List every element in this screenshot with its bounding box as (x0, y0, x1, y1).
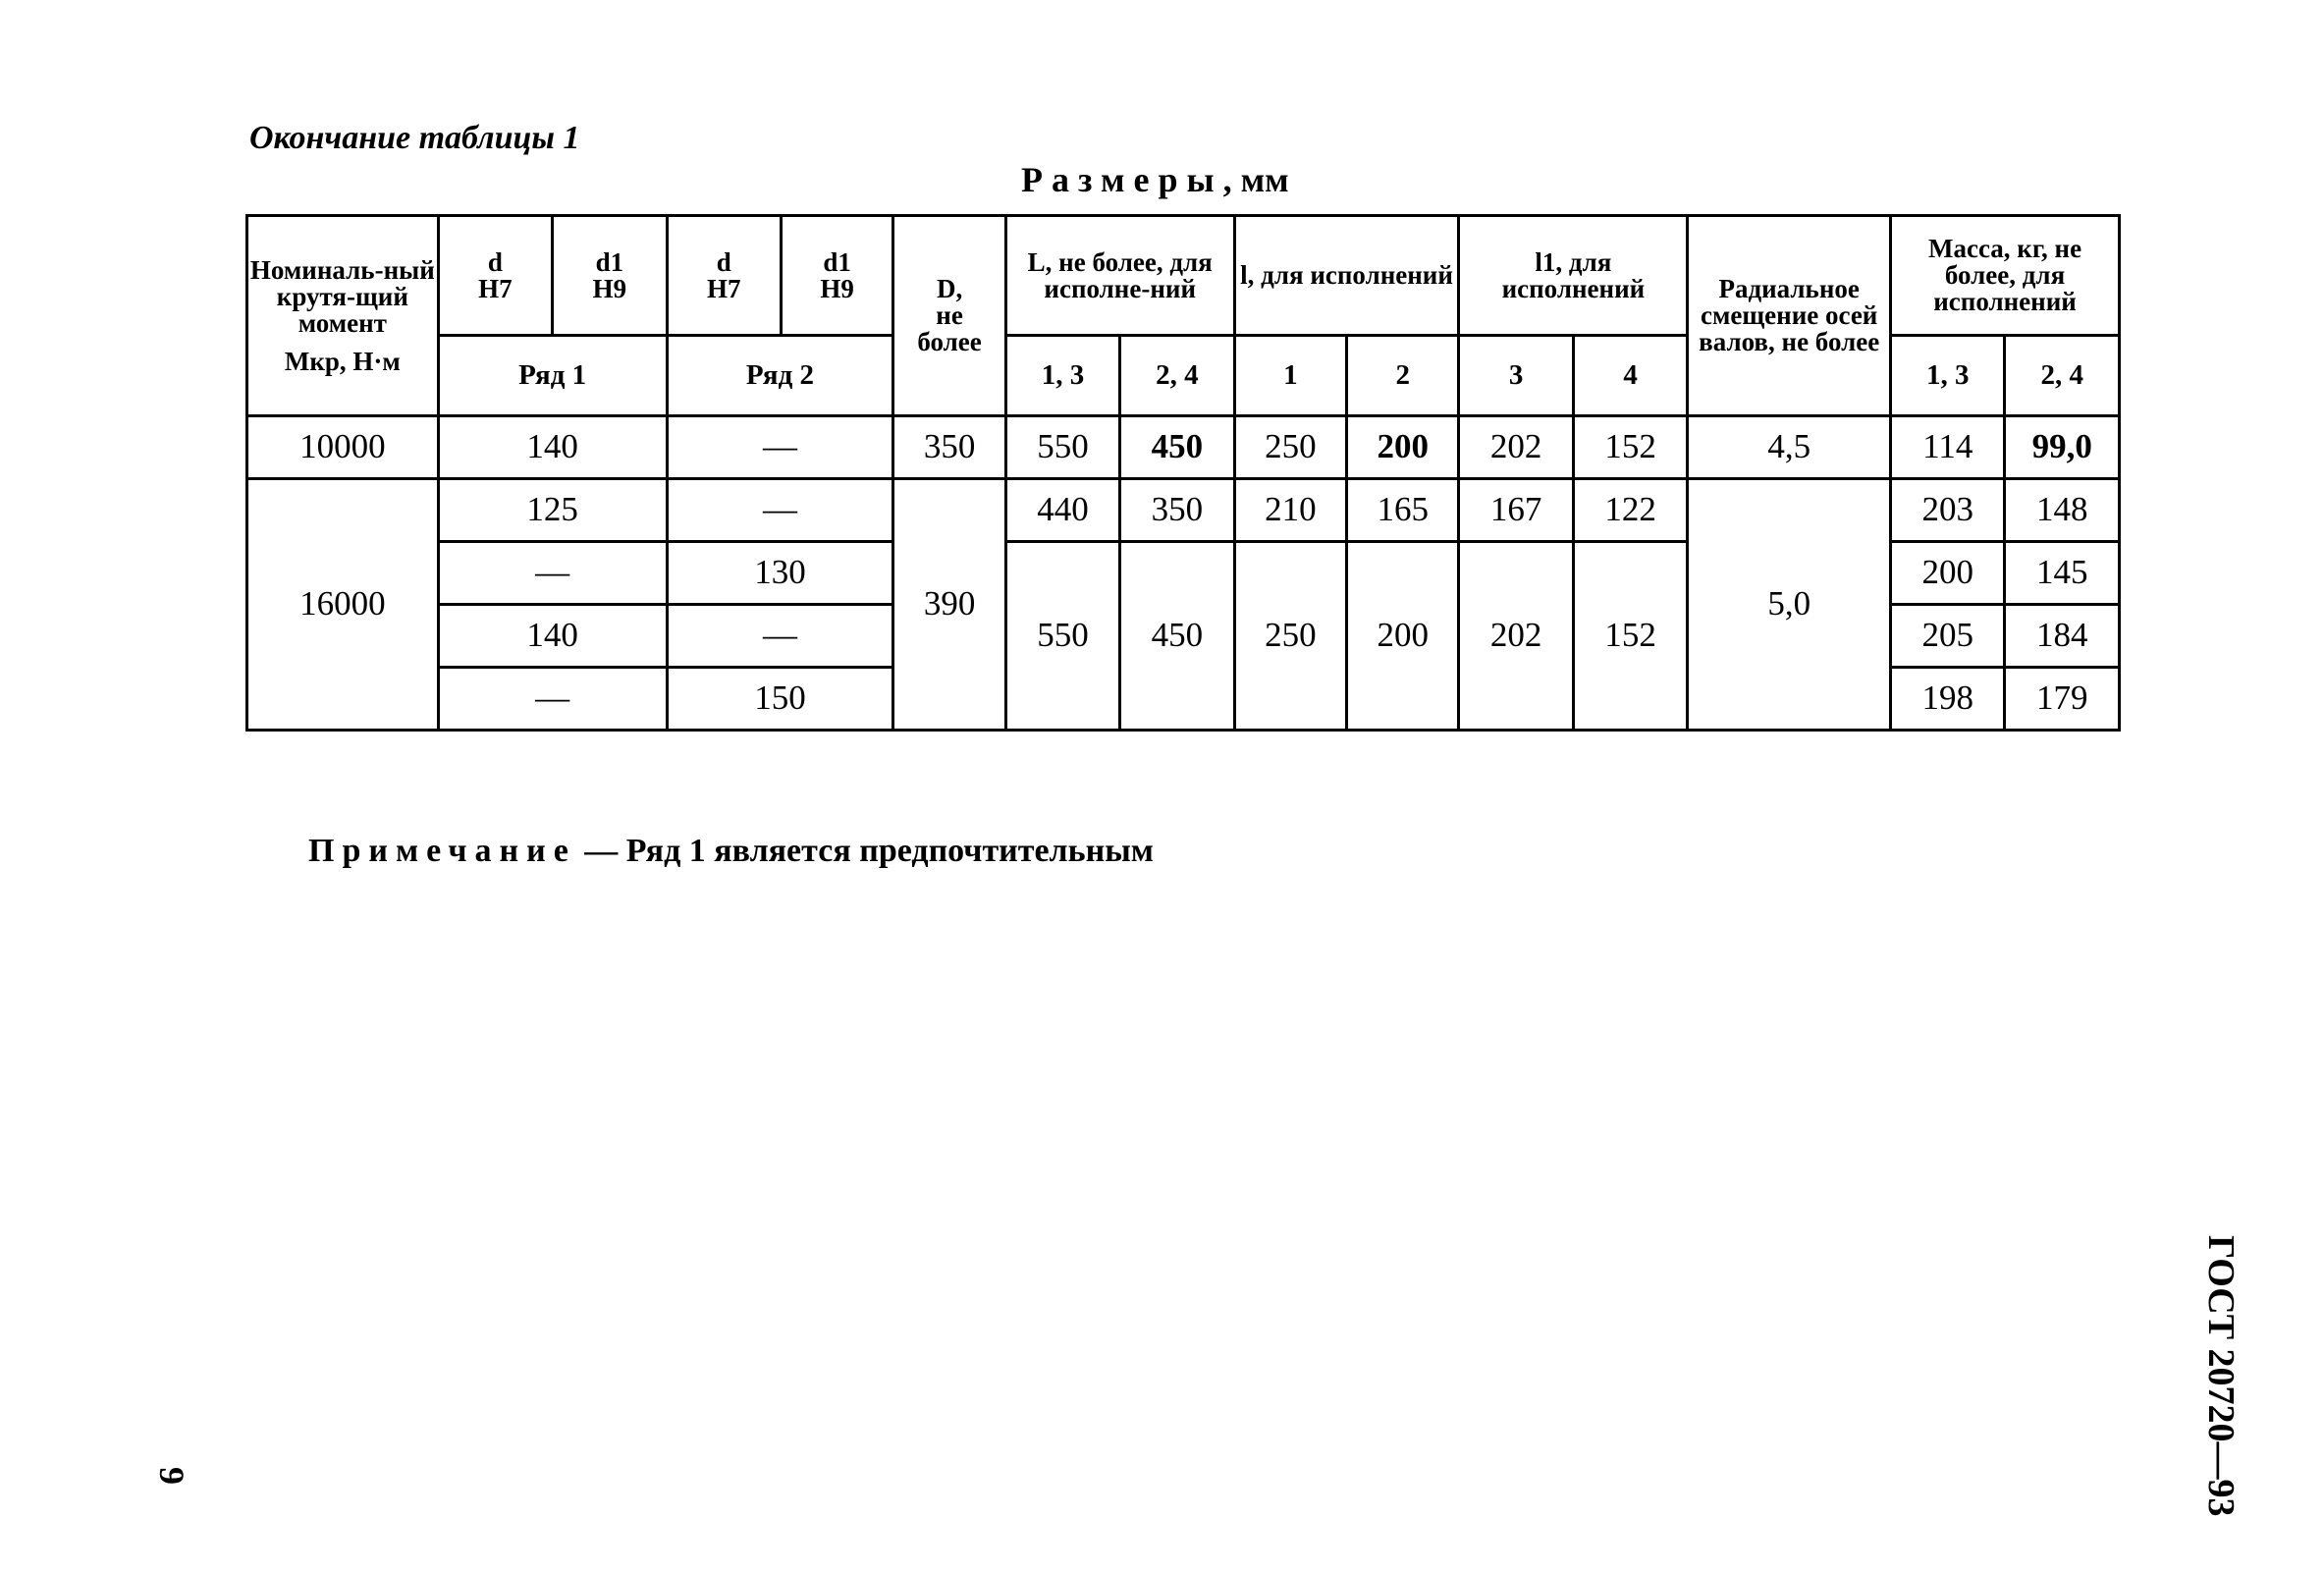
note-text: — Ряд 1 является предпочтительным (575, 833, 1154, 869)
cell-L13: 550 (1005, 416, 1119, 479)
units-suffix: , мм (1222, 160, 1289, 199)
cell-l1-3: 202 (1459, 416, 1573, 479)
header-d1-row1: d1 H9 (553, 216, 667, 336)
standard-designation: ГОСТ 20720—93 (2200, 1235, 2242, 1517)
header-l1-3: 3 (1459, 336, 1573, 416)
cell-torque: 16000 (247, 479, 439, 731)
cell-mass24: 145 (2005, 542, 2120, 605)
header-L: L, не более, для исполне-ний (1005, 216, 1234, 336)
cell-l1: 250 (1234, 416, 1346, 479)
table-row (247, 416, 2120, 479)
header-D: D, не более (893, 216, 1005, 416)
cell-mass24: 148 (2005, 479, 2120, 542)
header-mass: Масса, кг, не более, для исполнений (1891, 216, 2120, 336)
header-l1-4: 4 (1573, 336, 1687, 416)
cell-l2: 200 (1347, 542, 1459, 731)
cell-l1: 250 (1234, 542, 1346, 731)
table-row (247, 479, 2120, 542)
header-torque (247, 216, 439, 416)
table-note (308, 833, 1154, 870)
cell-L13: 550 (1005, 542, 1119, 731)
header-l: l, для исполнений (1234, 216, 1459, 336)
cell-l1-4: 152 (1573, 542, 1687, 731)
cell-l1-4: 152 (1573, 416, 1687, 479)
header-d-row1: d H7 (438, 216, 552, 336)
cell-row1: — (438, 542, 667, 605)
cell-row1: — (438, 668, 667, 731)
header-torque-symbol: Mкр, Н·м (284, 346, 401, 376)
dimensions-units (1021, 159, 1289, 200)
cell-mass24: 184 (2005, 605, 2120, 668)
cell-L24: 350 (1120, 479, 1234, 542)
header-radial-offset: Радиальное смещение осей валов, не более (1688, 216, 1891, 416)
cell-l1-3: 202 (1459, 542, 1573, 731)
cell-row1: 140 (438, 416, 667, 479)
units-label: Размеры (1021, 160, 1223, 199)
cell-radial: 4,5 (1688, 416, 1891, 479)
header-mass-24: 2, 4 (2005, 336, 2120, 416)
header-d1-row2: d1 H9 (781, 216, 892, 336)
cell-row2: — (667, 416, 893, 479)
page-number: 9 (152, 1467, 191, 1485)
cell-row2: 130 (667, 542, 893, 605)
cell-l2: 200 (1347, 416, 1459, 479)
cell-row1: 125 (438, 479, 667, 542)
cell-l1: 210 (1234, 479, 1346, 542)
cell-mass24: 99,0 (2005, 416, 2120, 479)
cell-L24: 450 (1120, 416, 1234, 479)
cell-l1-4: 122 (1573, 479, 1687, 542)
cell-row1: 140 (438, 605, 667, 668)
cell-mass13: 114 (1891, 416, 2005, 479)
header-L-24: 2, 4 (1120, 336, 1234, 416)
cell-mass24: 179 (2005, 668, 2120, 731)
cell-D: 390 (893, 479, 1005, 731)
cell-L24: 450 (1120, 542, 1234, 731)
cell-row2: — (667, 605, 893, 668)
dimensions-table (245, 214, 2121, 732)
cell-mass13: 205 (1891, 605, 2005, 668)
header-l-2: 2 (1347, 336, 1459, 416)
cell-l1-3: 167 (1459, 479, 1573, 542)
header-row2: Ряд 2 (667, 336, 893, 416)
header-L-13: 1, 3 (1005, 336, 1119, 416)
header-row1: Ряд 1 (438, 336, 667, 416)
cell-mass13: 198 (1891, 668, 2005, 731)
header-mass-13: 1, 3 (1891, 336, 2005, 416)
header-l1: l1, для исполнений (1459, 216, 1688, 336)
cell-mass13: 203 (1891, 479, 2005, 542)
cell-mass13: 200 (1891, 542, 2005, 605)
header-torque-label: Номиналь-ный крутя-щий момент (249, 254, 435, 338)
cell-D: 350 (893, 416, 1005, 479)
cell-radial: 5,0 (1688, 479, 1891, 731)
header-l-1: 1 (1234, 336, 1346, 416)
cell-L13: 440 (1005, 479, 1119, 542)
cell-row2: — (667, 479, 893, 542)
header-d-row2: d H7 (667, 216, 781, 336)
cell-row2: 150 (667, 668, 893, 731)
cell-torque: 10000 (247, 416, 439, 479)
note-label: Примечание (308, 833, 576, 869)
table-caption: Окончание таблицы 1 (249, 120, 580, 156)
cell-l2: 165 (1347, 479, 1459, 542)
